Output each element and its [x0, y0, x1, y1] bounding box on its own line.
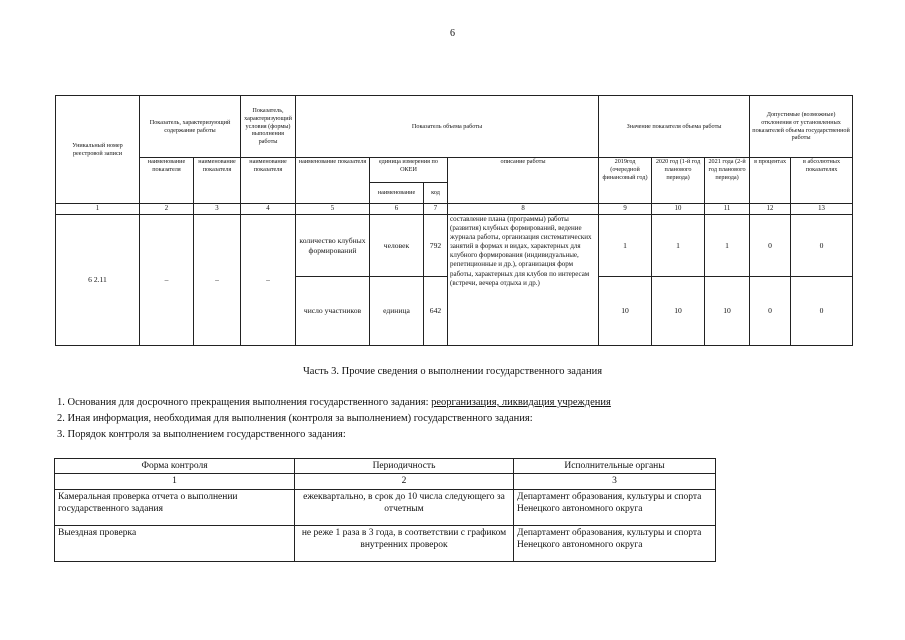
col-number: 9 [599, 204, 652, 215]
control-executive: Департамент образования, культуры и спорта Ненецкого автономного округа [514, 489, 716, 525]
col-number: 10 [652, 204, 705, 215]
control-periodicity: ежеквартально, в срок до 10 числа следующего за отчетным [295, 489, 514, 525]
value-2019: 1 [599, 215, 652, 277]
info-line-1-value: реорганизация, ликвидация учреждения [431, 397, 611, 408]
hdr-name-indicator-3: наименование показателя [241, 158, 296, 204]
hdr-volume-values: Значение показателя объема работы [599, 96, 750, 158]
col-number: 7 [424, 204, 448, 215]
hdr-executive-bodies: Исполнительные органы [514, 459, 716, 474]
hdr-year-2019: 2019год (очередной финансовый год) [599, 158, 652, 204]
indicator-name: число участников [296, 277, 370, 346]
control-table [54, 458, 716, 562]
value-2020: 10 [652, 277, 705, 346]
deviation-percent: 0 [750, 277, 791, 346]
hdr-description: описание работы [448, 158, 599, 204]
hdr-allowed-deviation: Допустимые (возможные) отклонения от установленных показателей объема государственной работы [750, 96, 853, 158]
hdr-control-form: Форма контроля [55, 459, 295, 474]
hdr-unique-number: Уникальный номер реестровой записи [56, 96, 140, 204]
col-number: 12 [750, 204, 791, 215]
value-2019: 10 [599, 277, 652, 346]
control-executive: Департамент образования, культуры и спорта Ненецкого автономного округа [514, 525, 716, 561]
value-2021: 1 [705, 215, 750, 277]
unit-code: 642 [424, 277, 448, 346]
hdr-name-indicator-4: наименование показателя [296, 158, 370, 204]
hdr-unit-name: наименование [370, 183, 424, 204]
value-2020: 1 [652, 215, 705, 277]
hdr-volume-indicator: Показатель объема работы [296, 96, 599, 158]
unit-code: 792 [424, 215, 448, 277]
info-line-3: 3. Порядок контроля за выполнением государственного задания: [57, 429, 346, 440]
part3-title: Часть 3. Прочие сведения о выполнении государственного задания [302, 366, 603, 377]
hdr-unit-code: код [424, 183, 448, 204]
hdr-periodicity: Периодичность [295, 459, 514, 474]
hdr-year-2021: 2021 года (2-й год планового периода) [705, 158, 750, 204]
dash-cell: – [194, 215, 241, 346]
control-form: Камеральная проверка отчета о выполнении государственного задания [55, 489, 295, 525]
deviation-absolute: 0 [791, 215, 853, 277]
info-line-2: 2. Иная информация, необходимая для выполнения (контроля за выполнением) государственного задания: [57, 413, 533, 424]
hdr-name-indicator-1: наименование показателя [140, 158, 194, 204]
info-line-1-prefix: 1. Основания для досрочного прекращения выполнения государственного задания: [57, 397, 429, 408]
work-volume-table [55, 95, 853, 346]
hdr-name-indicator-2: наименование показателя [194, 158, 241, 204]
hdr-year-2020: 2020 год (1-й год планового периода) [652, 158, 705, 204]
page-number: 6 [450, 28, 455, 39]
col-number: 6 [370, 204, 424, 215]
col-number: 13 [791, 204, 853, 215]
info-line-1 [57, 397, 611, 408]
hdr-in-absolute: в абсолютных показателях [791, 158, 853, 204]
col-number: 4 [241, 204, 296, 215]
hdr-content-indicator: Показатель, характеризующий содержание работы [140, 96, 241, 158]
unit-name: единица [370, 277, 424, 346]
dash-cell: – [140, 215, 194, 346]
dash-cell: – [241, 215, 296, 346]
work-description: составление плана (программы) работы (развития) клубных формирований, ведение журнала работы, организация систематических занятий в формах и видах, характерных для клубного формирования (индивидуальные, репетиционные и др.), организация форм работы, характерных для клубов по интересам (встречи, вечера отдыха и др.) [448, 215, 599, 346]
col-number: 3 [194, 204, 241, 215]
indicator-name: количество клубных формирований [296, 215, 370, 277]
col-number: 2 [140, 204, 194, 215]
col-number: 8 [448, 204, 599, 215]
hdr-unit-okei: единица измерения по ОКЕИ [370, 158, 448, 183]
col-number: 11 [705, 204, 750, 215]
unit-name: человек [370, 215, 424, 277]
col-number: 3 [514, 474, 716, 489]
deviation-percent: 0 [750, 215, 791, 277]
col-number: 5 [296, 204, 370, 215]
deviation-absolute: 0 [791, 277, 853, 346]
value-2021: 10 [705, 277, 750, 346]
control-periodicity: не реже 1 раза в 3 года, в соответствии с графиком внутренних проверок [295, 525, 514, 561]
registry-number: 6 2.11 [56, 215, 140, 346]
hdr-condition-indicator: Показатель, характеризующий условия (формы) выполнения работы [241, 96, 296, 158]
hdr-in-percent: в процентах [750, 158, 791, 204]
control-form: Выездная проверка [55, 525, 295, 561]
col-number: 1 [55, 474, 295, 489]
col-number: 1 [56, 204, 140, 215]
col-number: 2 [295, 474, 514, 489]
